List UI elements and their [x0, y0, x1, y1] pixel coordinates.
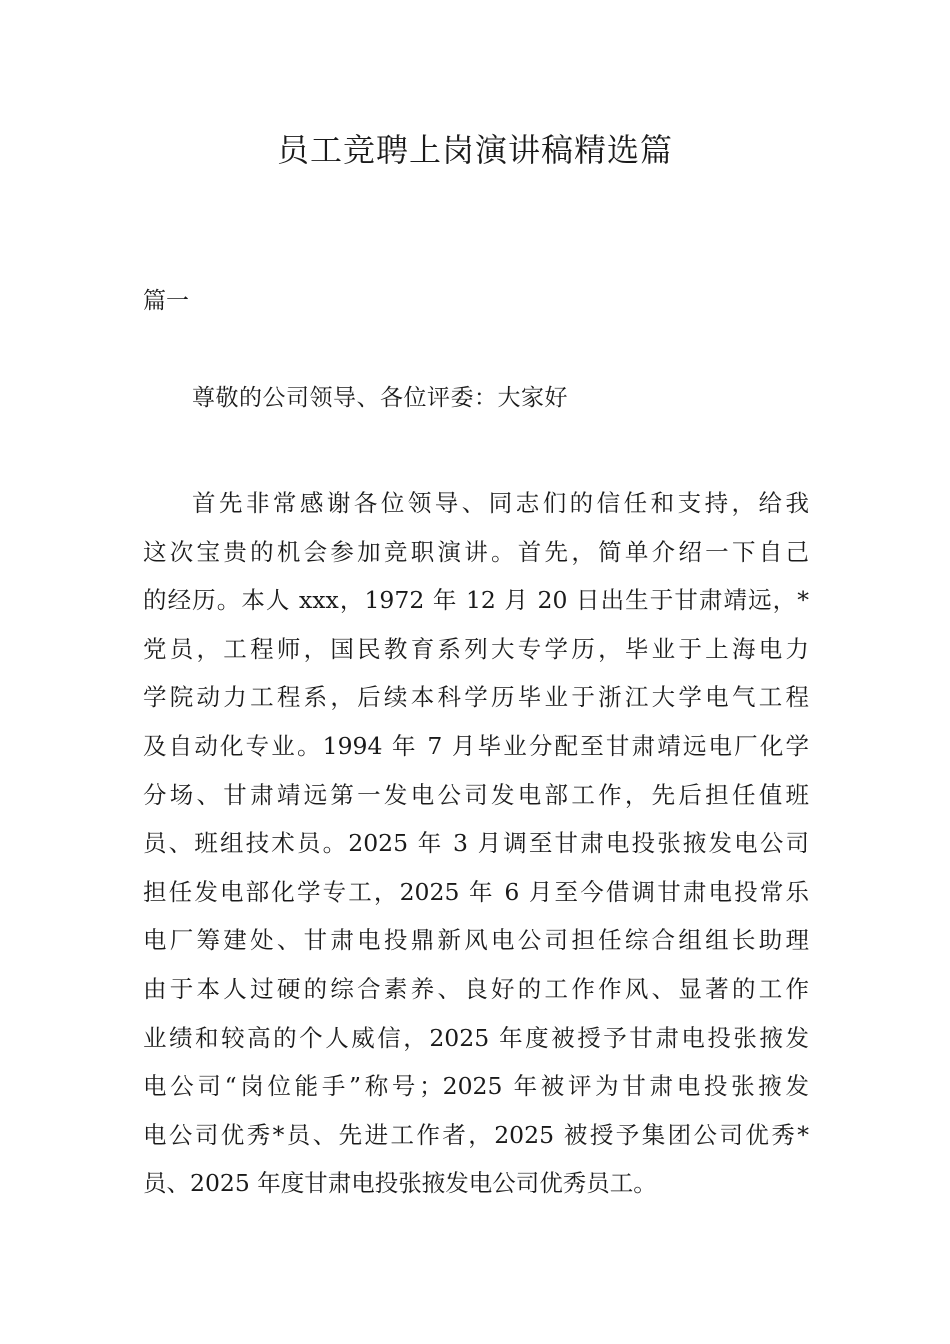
- paragraph-line: 电公司“岗位能手”称号；2025 年被评为甘肃电投张掖发: [143, 1072, 809, 1101]
- section-label: 篇一: [143, 288, 189, 314]
- paragraph-line: 担任发电部化学专工，2025 年 6 月至今借调甘肃电投常乐: [143, 877, 809, 906]
- paragraph-line: 学院动力工程系，后续本科学历毕业于浙江大学电气工程: [143, 683, 809, 712]
- paragraph-line: 员、2025 年度甘肃电投张掖发电公司优秀员工。: [143, 1169, 657, 1198]
- paragraph-line: 业绩和较高的个人威信，2025 年度被授予甘肃电投张掖发: [143, 1023, 809, 1052]
- body-paragraph: [143, 479, 809, 1208]
- paragraph-line: 员、班组技术员。2025 年 3 月调至甘肃电投张掖发电公司: [143, 829, 809, 858]
- paragraph-line: 首先非常感谢各位领导、同志们的信任和支持，给我: [192, 489, 809, 517]
- paragraph-line: 分场、甘肃靖远第一发电公司发电部工作，先后担任值班: [143, 780, 809, 809]
- paragraph-line: 由于本人过硬的综合素养、良好的工作作风、显著的工作: [143, 974, 809, 1003]
- paragraph-line: 及自动化专业。1994 年 7 月毕业分配至甘肃靖远电厂化学: [143, 731, 809, 760]
- paragraph-line: 的经历。本人 xxx，1972 年 12 月 20 日出生于甘肃靖远，*: [143, 586, 809, 615]
- paragraph-line: 电厂筹建处、甘肃电投鼎新风电公司担任综合组组长助理: [143, 926, 809, 955]
- document-title: 员工竞聘上岗演讲稿精选篇: [276, 131, 673, 169]
- greeting-line: 尊敬的公司领导、各位评委：大家好: [192, 385, 568, 411]
- paragraph-line: 党员，工程师，国民教育系列大专学历，毕业于上海电力: [143, 634, 809, 663]
- paragraph-line: 电公司优秀*员、先进工作者，2025 被授予集团公司优秀*: [143, 1120, 809, 1149]
- paragraph-line: 这次宝贵的机会参加竞职演讲。首先，简单介绍一下自己: [143, 537, 809, 566]
